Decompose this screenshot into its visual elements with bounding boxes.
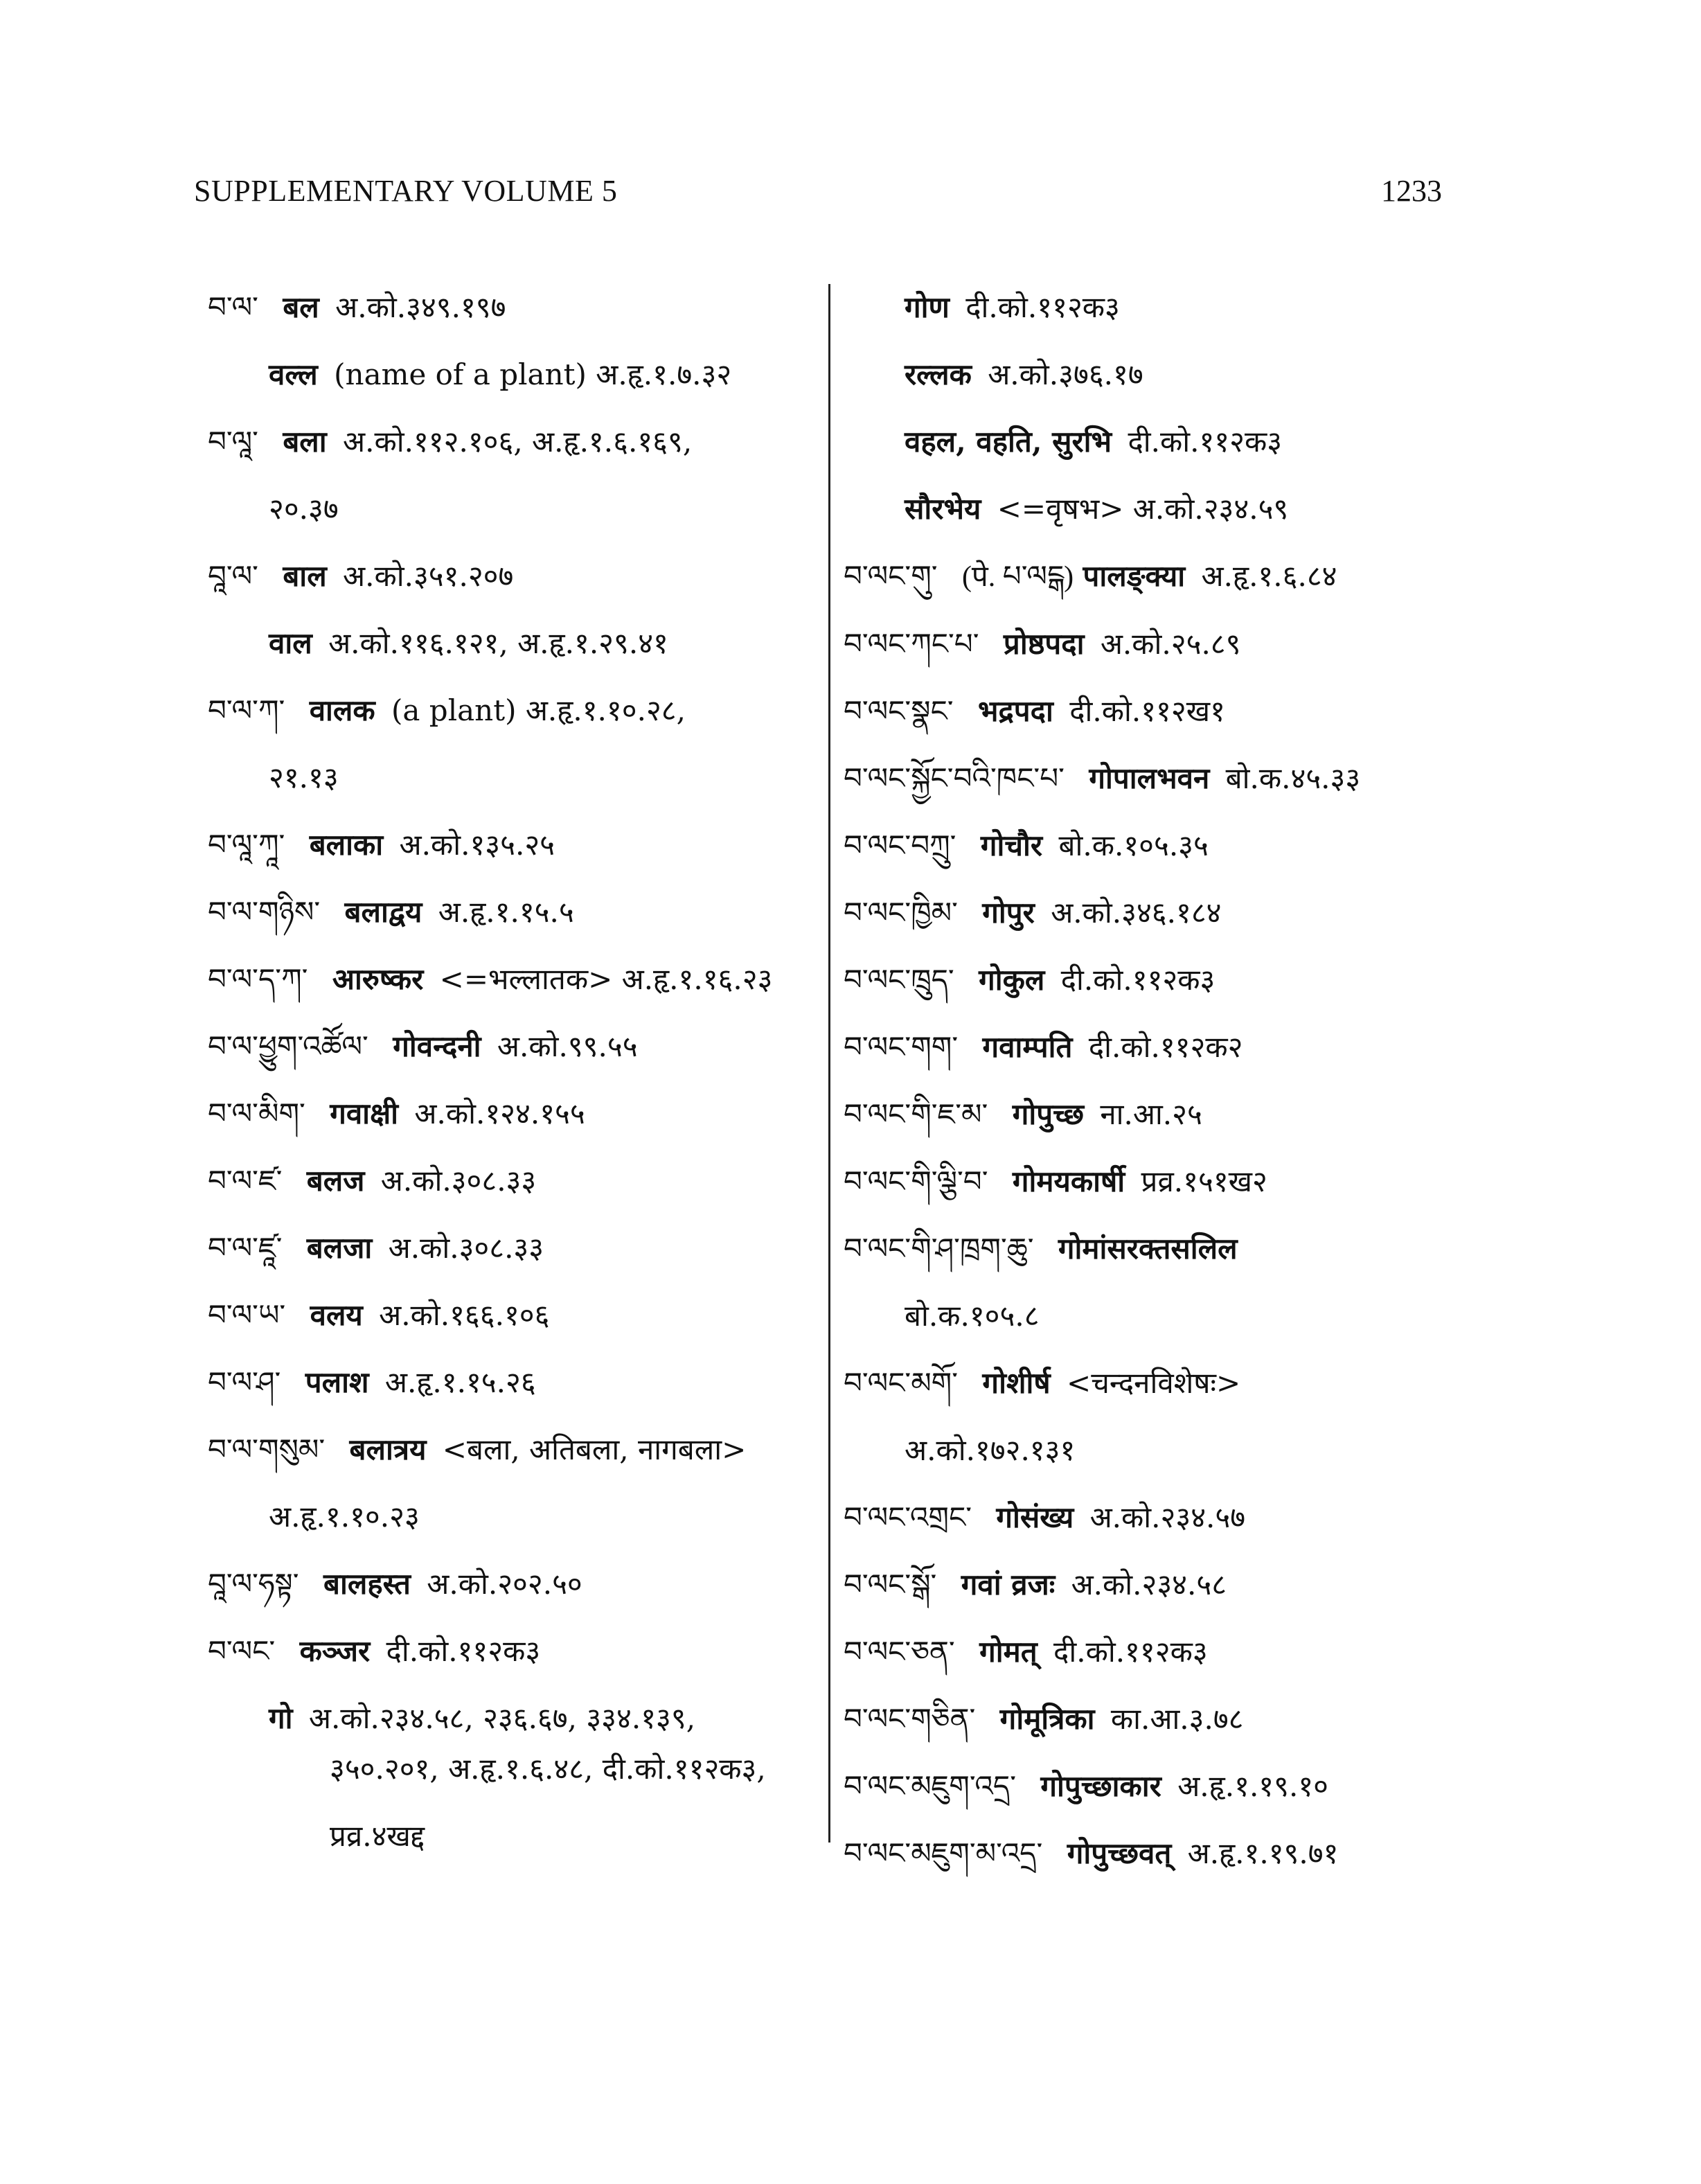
reference-continuation: ३५०.२०१, अ.हृ.१.६.४८, दी.को.११२क३, प्रव्र.४खद्द: [330, 1752, 766, 1853]
dictionary-entry: [208, 963, 817, 996]
reference: <चन्दनविशेषः>: [1067, 1366, 1241, 1400]
reference-continuation: बो.क.१०५.८: [905, 1299, 1040, 1333]
page-number: 1233: [1381, 174, 1442, 208]
reference: <=वृषभ> अ.को.२३४.५९: [997, 492, 1289, 526]
reference-continuation: अ.को.१७२.१३१: [905, 1433, 1076, 1467]
dictionary-entry: [208, 828, 817, 862]
sanskrit-headword: गोमयकार्षी: [1012, 1164, 1125, 1198]
reference: का.आ.३.७८: [1110, 1702, 1244, 1736]
tibetan-term: བཱ་ལ་ཧསྟ་: [208, 1567, 299, 1601]
dictionary-entry: [208, 1299, 817, 1332]
sanskrit-headword: गोसंख्य: [996, 1500, 1074, 1534]
tibetan-term: བ་ལང་ཀང་པ་: [844, 627, 979, 661]
reference: अ.हृ.१.१९.१०: [1177, 1769, 1329, 1803]
dictionary-entry: [844, 829, 1536, 862]
sanskrit-headword: वहल, वहति, सुरभि: [905, 425, 1112, 459]
tibetan-term: བ་ལང་འགྲང་: [844, 1500, 972, 1534]
dictionary-entry: [208, 1097, 817, 1130]
sanskrit-headword: पलाश: [305, 1365, 369, 1399]
reference: अ.को.३४६.१८४: [1051, 896, 1222, 930]
dictionary-entry: [208, 1232, 817, 1265]
tibetan-term: བ་ལང་གཅིན་: [844, 1702, 976, 1736]
sanskrit-headword: बलाका: [309, 828, 384, 862]
tibetan-term: བ་ལང་སྒོ་: [844, 1568, 937, 1601]
right-column: [844, 291, 1536, 1904]
sanskrit-headword: गोपालभवन: [1089, 761, 1210, 795]
column-divider: [828, 284, 830, 1843]
reference: दी.को.११२ख१: [1069, 694, 1225, 728]
tibetan-term: བ་ལང་ཅན་: [844, 1635, 955, 1669]
reference: अ.को.२३४.५७: [1089, 1500, 1246, 1534]
tibetan-term: བ་ལང་སྐྱོང་བའི་ཁང་པ་: [844, 761, 1065, 795]
reference: अ.को.११२.१०६, अ.हृ.१.६.१६९,: [343, 425, 693, 459]
reference: अ.को.३०८.३३: [388, 1231, 544, 1265]
sanskrit-headword: गोशीर्ष: [982, 1366, 1051, 1400]
dictionary-entry: [208, 1164, 817, 1198]
tibetan-term: བ་ལ་ཀ་: [208, 693, 285, 727]
reference: (a plant) अ.हृ.१.१०.२८,: [391, 693, 686, 727]
sanskrit-headword: बाल: [283, 559, 327, 593]
dictionary-entry: [208, 1030, 817, 1063]
dictionary-entry: [844, 1568, 1536, 1601]
tibetan-term: བ་ལ་མིག་: [208, 1097, 305, 1130]
reference: दी.को.११२क३: [1053, 1635, 1208, 1669]
sanskrit-headword: गोण: [905, 290, 950, 324]
tibetan-term: བ་ལ་ད་ཀ་: [208, 962, 308, 996]
sanskrit-headword: गोमत्: [979, 1635, 1037, 1669]
tibetan-term: བ་ལཱ་ཀཱ་: [208, 828, 285, 862]
sanskrit-headword: वलय: [310, 1298, 363, 1332]
dictionary-entry: [208, 1433, 817, 1534]
reference: अ.को.३०८.३३: [380, 1164, 537, 1198]
reference: दी.को.११२क३: [1060, 963, 1215, 997]
sanskrit-headword: बलाद्वय: [344, 895, 422, 929]
sanskrit-headword: प्रोष्ठपदा: [1003, 627, 1085, 661]
tibetan-term: བ་ལ་ཛཱ་: [208, 1231, 283, 1265]
reference: दी.को.११२क३: [1128, 425, 1283, 459]
sanskrit-headword: भद्रपदा: [977, 694, 1053, 728]
dictionary-entry: [208, 1702, 817, 1870]
tibetan-term: བ་ལང་ཁྱིམ་: [844, 896, 958, 930]
dictionary-entry: [844, 425, 1536, 459]
sanskrit-headword: गवाम्पति: [982, 1030, 1073, 1064]
sanskrit-headword: बालहस्त: [323, 1567, 411, 1601]
reference: दी.को.११२क३: [965, 290, 1120, 324]
tibetan-term: བ་ལང་བཀྲུ་: [844, 828, 956, 862]
tibetan-term: བ་ལང་གུ་: [844, 559, 938, 593]
sanskrit-headword: कञ्जर: [299, 1634, 371, 1668]
tibetan-term: བ་ལང་མཇུག་འདྲ་: [844, 1769, 1017, 1803]
reference: अ.हृ.१.१५.५: [438, 895, 574, 929]
dictionary-entry: [844, 1232, 1536, 1333]
tibetan-term: བ་ལང་ཁྲུད་: [844, 963, 954, 997]
reference: अ.हृ.१.१५.२६: [384, 1365, 536, 1399]
dictionary-entry: [208, 694, 817, 794]
dictionary-entry: [844, 628, 1536, 661]
sanskrit-headword: सौरभेय: [905, 492, 981, 526]
reference: बो.क.१०५.३५: [1058, 828, 1209, 862]
tibetan-term: བཱ་ལ་: [208, 559, 258, 593]
reference: अ.को.२३४.५८: [1071, 1568, 1227, 1601]
tibetan-term: བ་ལཱ་: [208, 425, 258, 459]
sanskrit-headword: गोपुच्छाकार: [1040, 1769, 1161, 1803]
sanskrit-headword: वल्ल: [269, 357, 318, 391]
dictionary-entry: [844, 1770, 1536, 1803]
tibetan-term: བ་ལ་ཛ་: [208, 1164, 283, 1198]
sanskrit-headword: गवाक्षी: [330, 1097, 399, 1130]
sanskrit-headword: वालक: [309, 693, 375, 727]
sanskrit-headword: गोपुच्छवत्: [1067, 1836, 1172, 1870]
sanskrit-headword: गोमांसरक्तसलिल: [1058, 1232, 1238, 1266]
reference: अ.को.३५१.२०७: [343, 559, 514, 593]
dictionary-entry: [208, 1635, 817, 1668]
tibetan-term: བ་ལང་: [208, 1634, 276, 1668]
dictionary-entry: [844, 492, 1536, 526]
dictionary-entry: [844, 964, 1536, 997]
dictionary-entry: [844, 762, 1536, 795]
tibetan-term: བ་ལ་གཉིས་: [208, 895, 321, 929]
reference: अ.को.११६.१२१, अ.हृ.१.२९.४१: [328, 626, 668, 660]
reference: अ.को.१६६.१०६: [379, 1298, 550, 1332]
sanskrit-headword: गोकुल: [979, 963, 1045, 997]
tibetan-term: བ་ལ་ཕྱུག་འཚོལ་: [208, 1029, 368, 1063]
reference: अ.को.२०२.५०: [427, 1567, 582, 1601]
sanskrit-headword: गोचौर: [980, 828, 1043, 862]
sanskrit-headword: गोपुर: [982, 896, 1035, 930]
dictionary-entry: [844, 1837, 1536, 1870]
dictionary-entry: [844, 560, 1536, 594]
dictionary-entry: [844, 291, 1536, 324]
dictionary-entry: [208, 896, 817, 929]
tibetan-term: བ་ལང་གི་ཤ་ཁྲག་ཆུ་: [844, 1232, 1034, 1266]
reference: (name of a plant) अ.हृ.१.७.३२: [334, 357, 732, 391]
reference-continuation: २१.१३: [269, 761, 339, 794]
reference: ना.आ.२५: [1100, 1097, 1202, 1131]
tibetan-term: བ་ལ་ཤ་: [208, 1365, 281, 1399]
dictionary-entry: [844, 358, 1536, 391]
sanskrit-headword: आरुष्कर: [332, 962, 424, 996]
sanskrit-headword: गोपुच्छ: [1012, 1097, 1084, 1131]
left-column: [208, 291, 817, 1903]
dictionary-entry: [208, 627, 817, 660]
sanskrit-headword: बला: [283, 425, 327, 459]
dictionary-entry: [844, 1031, 1536, 1064]
dictionary-entry: [844, 896, 1536, 930]
dictionary-entry: [208, 425, 817, 526]
dictionary-entry: [208, 560, 817, 593]
dictionary-entry: [844, 1501, 1536, 1534]
reference: अ.को.१३५.२५: [399, 828, 555, 862]
dictionary-entry: [208, 1366, 817, 1399]
dictionary-entry: [844, 1367, 1536, 1467]
reference: अ.को.२५.८९: [1100, 627, 1241, 661]
sanskrit-headword: रल्लक: [905, 357, 972, 391]
tibetan-term: བ་ལང་མཇུག་མ་འདྲ་: [844, 1836, 1043, 1870]
dictionary-entry: [208, 1568, 817, 1601]
tibetan-term: བ་ལང་གི་ཇ་མ་: [844, 1097, 988, 1131]
tibetan-term: བ་ལ་ཡ་: [208, 1298, 286, 1332]
dictionary-entry: [208, 358, 817, 391]
sanskrit-headword: बलजा: [306, 1231, 373, 1265]
reference: अ.हृ.१.१९.७१: [1187, 1836, 1339, 1870]
variant-note: (पे. པ་ལངྒ): [961, 561, 1074, 593]
sanskrit-headword: बलात्रय: [349, 1432, 427, 1466]
reference-continuation: अ.हृ.१.१०.२३: [269, 1500, 420, 1534]
sanskrit-headword: बलज: [306, 1164, 365, 1198]
reference: दी.को.११२क३: [386, 1634, 541, 1668]
dictionary-entry: [208, 291, 817, 324]
tibetan-term: བ་ལ་གསུམ་: [208, 1432, 326, 1466]
reference: अ.हृ.१.६.८४: [1201, 559, 1337, 593]
dictionary-entry: [844, 1098, 1536, 1131]
reference: अ.को.३४९.१९७: [335, 290, 506, 324]
reference: अ.को.९९.५५: [497, 1029, 638, 1063]
sanskrit-headword: गोमूत्रिका: [999, 1702, 1095, 1736]
reference: अ.को.२३४.५८, २३६.६७, ३३४.१३९,: [308, 1701, 696, 1735]
tibetan-term: བ་ལང་གག་: [844, 1030, 959, 1064]
reference: बो.क.४५.३३: [1225, 761, 1361, 795]
reference: <=भल्लातक> अ.हृ.१.१६.२३: [439, 962, 773, 996]
dictionary-entry: [844, 695, 1536, 728]
tibetan-term: བ་ལང་སྣང་: [844, 694, 954, 728]
reference: अ.को.३७६.१७: [988, 357, 1143, 391]
sanskrit-headword: गोवन्दनी: [393, 1029, 481, 1063]
reference: <बला, अतिबला, नागबला>: [442, 1432, 747, 1466]
sanskrit-headword: पालङ्क्या: [1083, 559, 1186, 593]
dictionary-entry: [844, 1635, 1536, 1669]
sanskrit-headword: गो: [269, 1701, 293, 1735]
running-head: SUPPLEMENTARY VOLUME 5: [194, 174, 618, 208]
reference: प्रव्र.१५१ख२: [1141, 1164, 1267, 1198]
sanskrit-headword: गवां व्रजः: [961, 1568, 1056, 1601]
tibetan-term: བ་ལ་: [208, 290, 258, 324]
tibetan-term: བ་ལང་མགོ་: [844, 1366, 959, 1400]
reference: अ.को.१२४.१५५: [414, 1097, 585, 1130]
reference-continuation: २०.३७: [269, 492, 339, 526]
dictionary-entry: [844, 1703, 1536, 1736]
dictionary-entry: [844, 1165, 1536, 1198]
tibetan-term: བ་ལང་གི་ལྕི་བ་: [844, 1164, 988, 1198]
reference: दी.को.११२क२: [1088, 1030, 1243, 1064]
sanskrit-headword: बल: [283, 290, 319, 324]
sanskrit-headword: वाल: [269, 626, 312, 660]
